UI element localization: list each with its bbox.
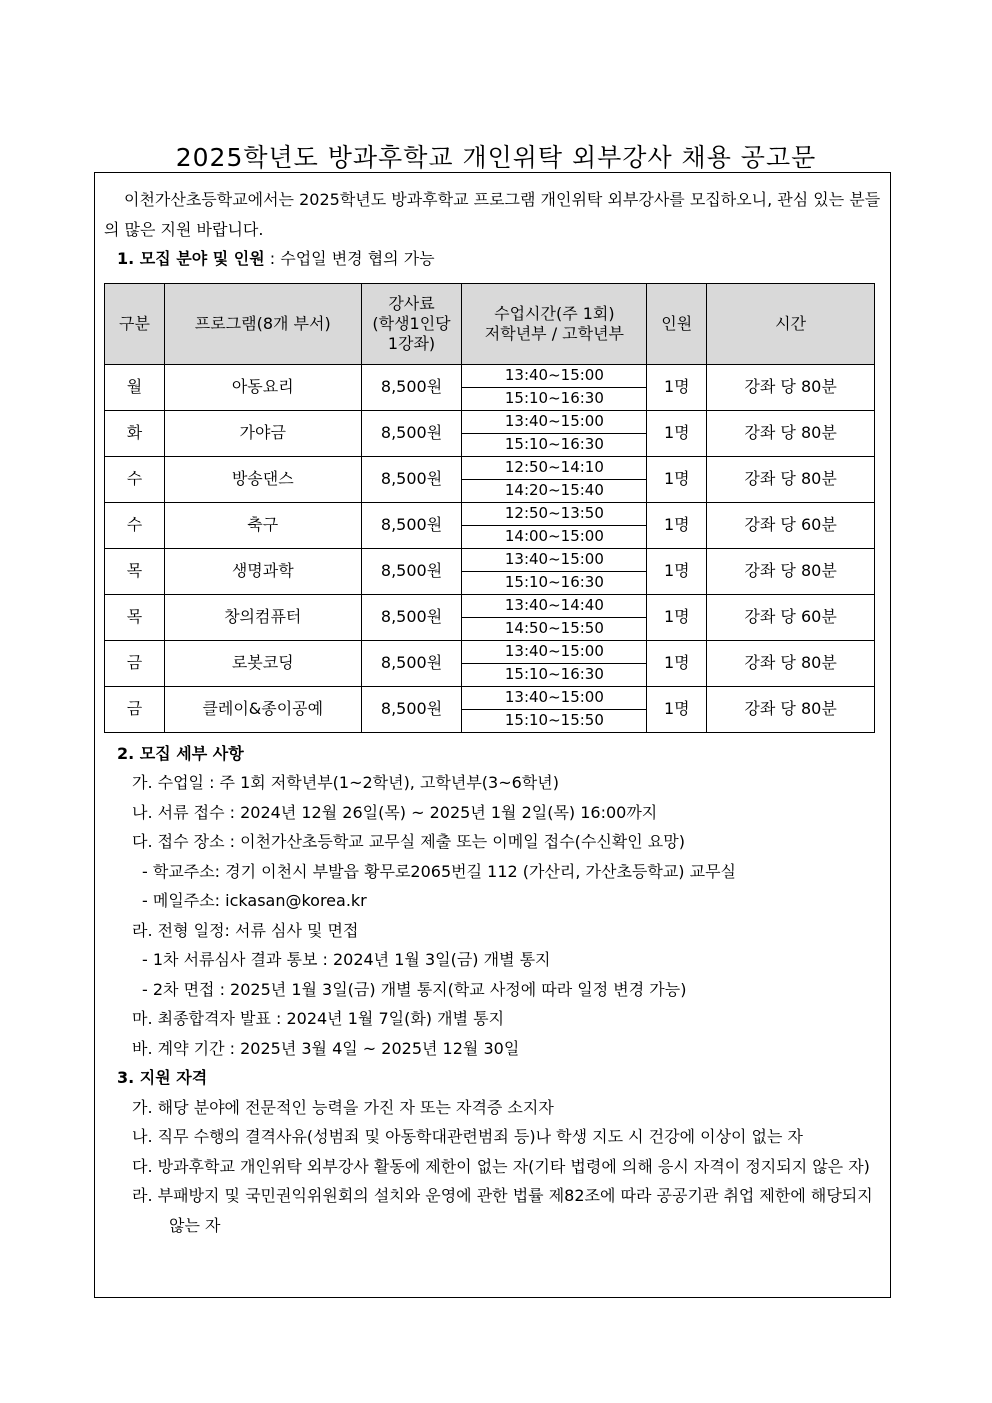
cell-program: 아동요리 bbox=[164, 364, 361, 410]
cell-people: 1명 bbox=[647, 456, 707, 502]
cell-slot-lower: 13:40~15:00 bbox=[462, 410, 647, 433]
cell-slot-upper: 15:10~16:30 bbox=[462, 433, 647, 456]
cell-people: 1명 bbox=[647, 640, 707, 686]
cell-people: 1명 bbox=[647, 502, 707, 548]
cell-slot-lower: 13:40~15:00 bbox=[462, 640, 647, 663]
cell-slot-lower: 13:40~14:40 bbox=[462, 594, 647, 617]
cell-slot-lower: 12:50~13:50 bbox=[462, 502, 647, 525]
qualification-item: 라. 부패방지 및 국민권익위원회의 설치와 운영에 관한 법률 제82조에 따라 공공기관 취업 제한에 해당되지 않는 자 bbox=[132, 1186, 873, 1235]
header-fee-line: 1강좌) bbox=[387, 333, 436, 353]
header-people: 인원 bbox=[647, 283, 707, 364]
cell-people: 1명 bbox=[647, 594, 707, 640]
detail-round-2: - 2차 면접 : 2025년 1월 3일(금) 개별 통지(학교 사정에 따라 일정 변경 가능) bbox=[142, 979, 687, 999]
cell-fee: 8,500원 bbox=[361, 502, 462, 548]
cell-slot-lower: 13:40~15:00 bbox=[462, 686, 647, 709]
detail-email-address: - 메일주소: ickasan@korea.kr bbox=[142, 891, 367, 910]
table-row bbox=[105, 364, 875, 387]
table-row bbox=[105, 456, 875, 479]
header-time bbox=[462, 283, 647, 364]
cell-fee: 8,500원 bbox=[361, 686, 462, 732]
qualification-item: 가. 해당 분야에 전문적인 능력을 가진 자 또는 자격증 소지자 bbox=[132, 1097, 554, 1117]
cell-fee: 8,500원 bbox=[361, 548, 462, 594]
cell-day: 금 bbox=[105, 686, 165, 732]
table-header-row bbox=[105, 283, 875, 364]
cell-slot-lower: 12:50~14:10 bbox=[462, 456, 647, 479]
detail-application-place: 다. 접수 장소 : 이천가산초등학교 교무실 제출 또는 이메일 접수(수신확인 요망) bbox=[132, 832, 685, 851]
cell-fee: 8,500원 bbox=[361, 364, 462, 410]
detail-round-1: - 1차 서류심사 결과 통보 : 2024년 1월 3일(금) 개별 통지 bbox=[142, 950, 551, 969]
cell-people: 1명 bbox=[647, 364, 707, 410]
section-1-note: : 수업일 변경 협의 가능 bbox=[264, 249, 435, 268]
cell-day: 월 bbox=[105, 364, 165, 410]
header-time-line: 저학년부 / 고학년부 bbox=[484, 323, 624, 343]
cell-slot-upper: 15:10~16:30 bbox=[462, 571, 647, 594]
notice-body bbox=[95, 173, 890, 1297]
qualification-item: 나. 직무 수행의 결격사유(성범죄 및 아동학대관련범죄 등)나 학생 지도 시 건강에 이상이 없는 자 bbox=[132, 1127, 804, 1146]
header-time-line: 수업시간(주 1회) bbox=[494, 303, 615, 323]
cell-day: 수 bbox=[105, 502, 165, 548]
intro-paragraph: 이천가산초등학교에서는 2025학년도 방과후학교 프로그램 개인위탁 외부강사를 모집하오니, 관심 있는 분들의 많은 지원 바랍니다. bbox=[104, 190, 881, 239]
cell-program: 생명과학 bbox=[164, 548, 361, 594]
notice-frame bbox=[94, 172, 891, 1298]
header-day: 구분 bbox=[105, 283, 165, 364]
header-duration: 시간 bbox=[707, 283, 875, 364]
cell-fee: 8,500원 bbox=[361, 640, 462, 686]
cell-duration: 강좌 당 60분 bbox=[707, 594, 875, 640]
cell-program: 클레이&종이공예 bbox=[164, 686, 361, 732]
cell-slot-upper: 15:10~16:30 bbox=[462, 387, 647, 410]
table-row bbox=[105, 502, 875, 525]
cell-people: 1명 bbox=[647, 686, 707, 732]
table-row bbox=[105, 410, 875, 433]
cell-duration: 강좌 당 80분 bbox=[707, 364, 875, 410]
cell-slot-lower: 13:40~15:00 bbox=[462, 548, 647, 571]
detail-class-day: 가. 수업일 : 주 1회 저학년부(1~2학년), 고학년부(3~6학년) bbox=[132, 773, 559, 792]
recruitment-table bbox=[104, 283, 875, 733]
section-2-heading: 2. 모집 세부 사항 bbox=[117, 743, 244, 763]
cell-day: 화 bbox=[105, 410, 165, 456]
cell-duration: 강좌 당 80분 bbox=[707, 548, 875, 594]
cell-program: 창의컴퓨터 bbox=[164, 594, 361, 640]
section-3-heading: 3. 지원 자격 bbox=[117, 1068, 208, 1087]
cell-duration: 강좌 당 80분 bbox=[707, 640, 875, 686]
cell-duration: 강좌 당 80분 bbox=[707, 686, 875, 732]
header-fee-line: 강사료 bbox=[388, 293, 435, 313]
cell-fee: 8,500원 bbox=[361, 456, 462, 502]
detail-contract-period: 바. 계약 기간 : 2025년 3월 4일 ~ 2025년 12월 30일 bbox=[132, 1038, 520, 1058]
cell-slot-upper: 15:10~15:50 bbox=[462, 709, 647, 732]
section-1-title: 1. 모집 분야 및 인원 bbox=[117, 249, 265, 268]
cell-program: 방송댄스 bbox=[164, 456, 361, 502]
cell-people: 1명 bbox=[647, 548, 707, 594]
detail-selection-schedule: 라. 전형 일정: 서류 심사 및 면접 bbox=[132, 920, 359, 940]
header-program: 프로그램(8개 부서) bbox=[164, 283, 361, 364]
detail-final-announcement: 마. 최종합격자 발표 : 2024년 1월 7일(화) 개별 통지 bbox=[132, 1009, 505, 1028]
cell-fee: 8,500원 bbox=[361, 594, 462, 640]
cell-fee: 8,500원 bbox=[361, 410, 462, 456]
header-fee bbox=[361, 283, 462, 364]
cell-day: 목 bbox=[105, 594, 165, 640]
cell-duration: 강좌 당 60분 bbox=[707, 502, 875, 548]
cell-duration: 강좌 당 80분 bbox=[707, 456, 875, 502]
cell-slot-upper: 14:20~15:40 bbox=[462, 479, 647, 502]
cell-slot-upper: 14:50~15:50 bbox=[462, 617, 647, 640]
cell-program: 로봇코딩 bbox=[164, 640, 361, 686]
cell-slot-upper: 14:00~15:00 bbox=[462, 525, 647, 548]
page-title: 2025학년도 방과후학교 개인위탁 외부강사 채용 공고문 bbox=[175, 143, 817, 172]
header-fee-line: (학생1인당 bbox=[372, 313, 451, 333]
table-row bbox=[105, 548, 875, 571]
table-row bbox=[105, 686, 875, 709]
cell-day: 목 bbox=[105, 548, 165, 594]
qualification-item: 다. 방과후학교 개인위탁 외부강사 활동에 제한이 없는 자(기타 법령에 의해 응시 자격이 정지되지 않은 자) bbox=[132, 1156, 870, 1176]
cell-people: 1명 bbox=[647, 410, 707, 456]
detail-school-address: - 학교주소: 경기 이천시 부발읍 황무로2065번길 112 (가산리, 가산초등학교) 교무실 bbox=[142, 861, 736, 881]
table-row bbox=[105, 594, 875, 617]
cell-duration: 강좌 당 80분 bbox=[707, 410, 875, 456]
section-1-heading bbox=[104, 244, 881, 274]
cell-program: 가야금 bbox=[164, 410, 361, 456]
table-row bbox=[105, 640, 875, 663]
cell-slot-upper: 15:10~16:30 bbox=[462, 663, 647, 686]
detail-application-period: 나. 서류 접수 : 2024년 12월 26일(목) ~ 2025년 1월 2일(목) 16:00까지 bbox=[132, 802, 658, 822]
cell-day: 수 bbox=[105, 456, 165, 502]
cell-program: 축구 bbox=[164, 502, 361, 548]
cell-slot-lower: 13:40~15:00 bbox=[462, 364, 647, 387]
cell-day: 금 bbox=[105, 640, 165, 686]
